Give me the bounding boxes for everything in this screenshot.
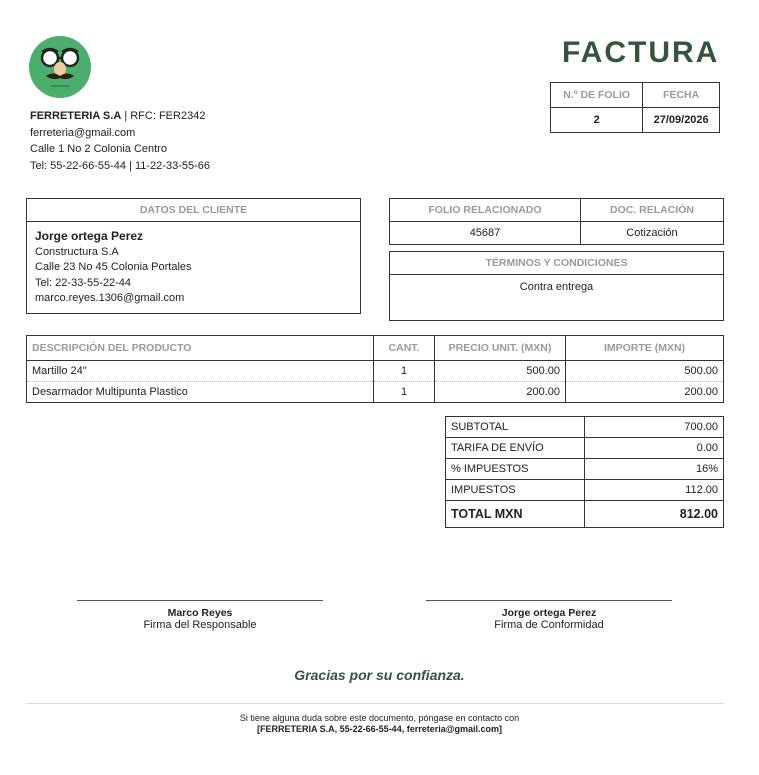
client-name: Jorge ortega Perez — [35, 229, 144, 243]
footer-contact: [FERRETERIA S.A, 55-22-66-55-44, ferreteria@gmail.com] — [256, 724, 503, 734]
client-email: marco.reyes.1306@gmail.com — [35, 292, 185, 304]
col-amount: IMPORTE (MXN) — [566, 336, 724, 361]
date-label: FECHA — [643, 83, 720, 108]
subtotal-value: 700.00 — [585, 417, 724, 438]
signature-name: Marco Reyes — [167, 607, 233, 619]
item-unit-price: 200.00 — [435, 382, 566, 403]
footer — [0, 713, 759, 735]
folio-table — [550, 82, 720, 133]
shipping-label: TARIFA DE ENVÍO — [446, 438, 585, 459]
client-phone: Tel: 22-33-55-22-44 — [35, 276, 132, 289]
col-quantity: CANT. — [374, 336, 435, 361]
tax-rate-label: % IMPUESTOS — [446, 459, 585, 480]
table-row — [27, 361, 724, 382]
signature-role: Firma de Conformidad — [494, 619, 604, 631]
related-folio-label: FOLIO RELACIONADO — [390, 199, 581, 222]
table-row — [27, 382, 724, 403]
col-unit-price: PRECIO UNIT. (MXN) — [435, 336, 566, 361]
signature-line — [426, 600, 672, 601]
item-amount: 200.00 — [566, 382, 724, 403]
signature-name: Jorge ortega Perez — [501, 607, 597, 619]
items-table — [26, 335, 724, 403]
signature-responsible — [77, 600, 323, 631]
related-folio-value: 45687 — [390, 222, 581, 245]
doc-relation-value: Cotización — [580, 222, 723, 245]
item-amount: 500.00 — [566, 361, 724, 382]
tax-value: 112.00 — [585, 480, 724, 501]
tax-label: IMPUESTOS — [446, 480, 585, 501]
doc-relation-label: DOC. RELACIÓN — [580, 199, 723, 222]
company-rfc: | RFC: FER2342 — [124, 110, 206, 122]
company-address: Calle 1 No 2 Colonia Centro — [30, 143, 167, 155]
item-description: Desarmador Multipunta Plastico — [27, 382, 374, 403]
terms-heading: TÉRMINOS Y CONDICIONES — [390, 252, 723, 275]
signature-line — [77, 600, 323, 601]
company-phones: Tel: 55-22-66-55-44 | 11-22-33-55-66 — [30, 159, 210, 172]
client-company: Constructura S.A — [35, 245, 119, 258]
total-value: 812.00 — [585, 501, 724, 528]
folio-value: 2 — [551, 108, 643, 133]
logo-caption: FERRETERIA — [50, 84, 70, 88]
client-box — [26, 198, 361, 314]
terms-text: Contra entrega — [519, 281, 594, 293]
company-logo — [29, 36, 91, 98]
signature-conformity — [426, 600, 672, 631]
signature-role: Firma del Responsable — [143, 619, 257, 631]
col-description: DESCRIPCIÓN DEL PRODUCTO — [27, 336, 374, 361]
thank-you-message: Gracias por su confianza. — [294, 667, 465, 683]
item-quantity: 1 — [374, 361, 435, 382]
company-email: ferreteria@gmail.com — [30, 126, 136, 139]
relation-table — [389, 198, 724, 245]
tax-rate-value: 16% — [585, 459, 724, 480]
shipping-value: 0.00 — [585, 438, 724, 459]
item-quantity: 1 — [374, 382, 435, 403]
company-name: FERRETERIA S.A — [30, 110, 122, 122]
client-address: Calle 23 No 45 Colonia Portales — [35, 261, 192, 273]
item-unit-price: 500.00 — [435, 361, 566, 382]
footer-divider — [26, 703, 724, 704]
client-heading: DATOS DEL CLIENTE — [27, 199, 360, 222]
document-title: FACTURA — [562, 36, 720, 69]
disguise-glasses-icon — [29, 36, 91, 98]
footer-line-1: Si tiene alguna duda sobre este documento, póngase en contacto con — [239, 713, 520, 723]
subtotal-label: SUBTOTAL — [446, 417, 585, 438]
folio-label: N.º DE FOLIO — [551, 83, 643, 108]
item-description: Martillo 24" — [27, 361, 374, 382]
total-label: TOTAL MXN — [446, 501, 585, 528]
terms-box — [389, 251, 724, 321]
date-value: 27/09/2026 — [643, 108, 720, 133]
company-info — [30, 108, 210, 174]
totals-table — [445, 416, 724, 528]
